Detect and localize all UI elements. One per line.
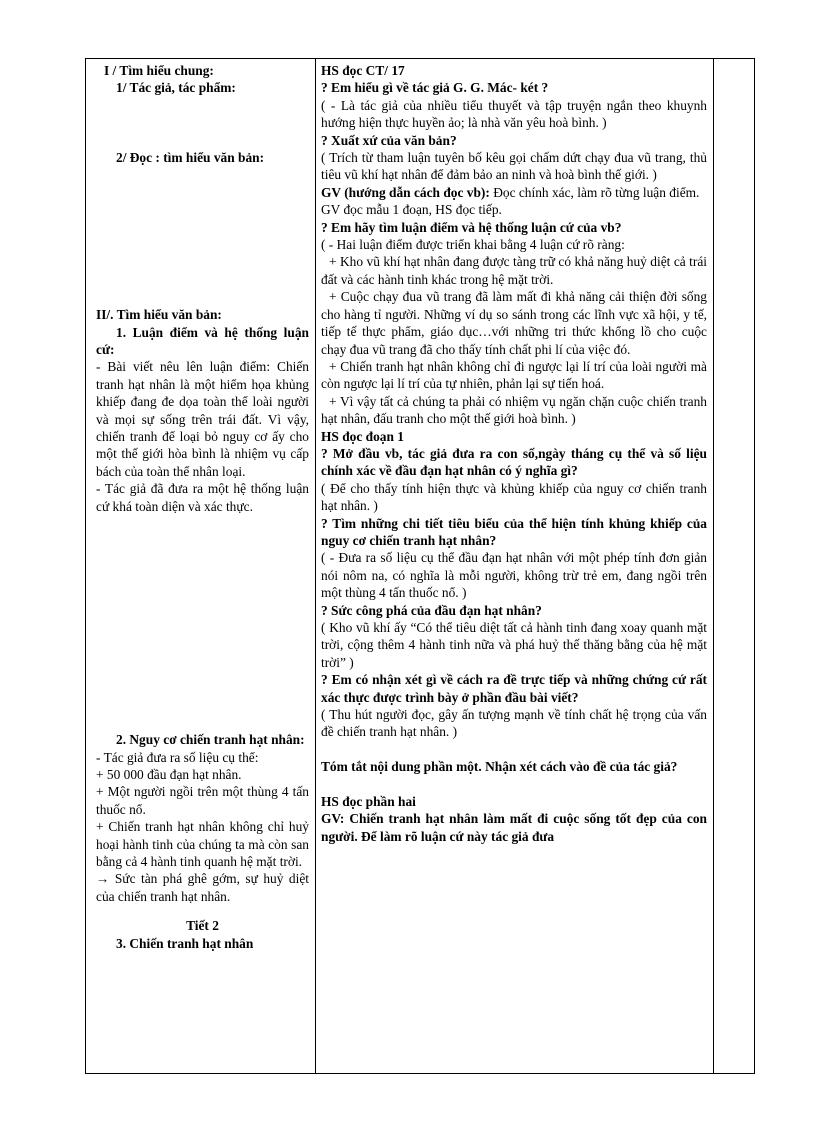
question: ? Sức công phá của đầu đạn hạt nhân? xyxy=(321,602,542,618)
paragraph: - Tác giả đã đưa ra một hệ thống luận cứ khá toàn diện và xác thực. xyxy=(96,481,309,514)
answer: + Cuộc chạy đua vũ trang đã làm mất đi khả năng cải thiện đời sống cho hàng tỉ người. Những ví dụ so sánh trong các lĩnh vực xã hội, y tế, tiếp tế thực phẩm, giáo dục…với những tri thức khổng lồ cho cuộc chạy đua vũ trang đã cho thấy tính chất phi lí của việc đó. xyxy=(321,289,707,357)
question: ? Em hiểu gì về tác giả G. G. Mác- két ? xyxy=(321,80,549,96)
column-divider-1 xyxy=(315,59,316,1073)
lesson-table xyxy=(85,58,755,1074)
subheading: 2/ Đọc : tìm hiểu văn bản: xyxy=(116,149,265,165)
question: ? Em có nhận xét gì về cách ra đề trực tiếp và những chứng cứ rất xác thực được trình bày ở phần đầu bài viết? xyxy=(321,672,707,705)
paragraph: + 50 000 đầu đạn hạt nhân. xyxy=(96,766,242,782)
paragraph: - Tác giả đưa ra số liệu cụ thể: xyxy=(96,749,259,765)
task: Tóm tắt nội dung phần một. Nhận xét cách vào đề của tác giả? xyxy=(321,759,678,775)
answer: + Kho vũ khí hạt nhân đang được tàng trữ có khả năng huỷ diệt cả trái đất và các hành tinh khác trong hệ mặt trời. xyxy=(321,254,707,287)
subheading: 1/ Tác giả, tác phẩm: xyxy=(116,80,236,96)
instruction-text: Đọc chính xác, làm rõ từng luận điểm. xyxy=(489,184,700,200)
instruction: GV đọc mẫu 1 đoạn, HS đọc tiếp. xyxy=(321,202,502,218)
instruction: HS đọc phần hai xyxy=(321,794,416,810)
answer: ( Để cho thấy tính hiện thực và khủng khiếp của nguy cơ chiến tranh hạt nhân. ) xyxy=(321,480,707,514)
question: ? Em hãy tìm luận điểm và hệ thống luận cứ của vb? xyxy=(321,219,622,235)
paragraph: → Sức tàn phá ghê gớm, sự huỷ diệt của chiến tranh hạt nhân. xyxy=(96,871,309,904)
instruction: HS đọc CT/ 17 xyxy=(321,63,405,78)
question: ? Tìm những chi tiết tiêu biểu của thể hiện tính khủng khiếp của nguy cơ chiến tranh hạt nhân? xyxy=(321,515,707,548)
paragraph: + Chiến tranh hạt nhân không chỉ huỷ hoại hành tinh của chúng ta mà còn san bằng cả 4 hành tinh quanh hệ mặt trời. xyxy=(96,819,309,869)
answer: + Vì vậy tất cả chúng ta phải có nhiệm vụ ngăn chặn cuộc chiến tranh hạt nhân, đấu tranh cho một thế giới hoà bình. ) xyxy=(321,393,707,427)
section-heading: II/. Tìm hiểu văn bản: xyxy=(96,307,222,323)
subheading: 2. Nguy cơ chiến tranh hạt nhân: xyxy=(116,732,305,748)
section-heading: I / Tìm hiểu chung: xyxy=(104,63,214,78)
answer: ( Thu hút người đọc, gây ấn tượng mạnh về tính chất hệ trọng của vấn đề chiến tranh hạt nhân. ) xyxy=(321,707,707,740)
column-divider-2 xyxy=(713,59,714,1073)
answer: ( Kho vũ khí ấy “Có thể tiêu diệt tất cả hành tinh đang xoay quanh mặt trời, cộng thêm 4 hành tinh nữa và phá huỷ thế thăng bằng của hệ mặt trời” ) xyxy=(321,620,707,670)
paragraph: + Một người ngồi trên một thùng 4 tấn thuốc nổ. xyxy=(96,784,309,817)
answer: ( - Hai luận điểm được triển khai bằng 4 luận cứ rõ ràng: xyxy=(321,237,625,253)
activity-column xyxy=(317,59,711,845)
subheading: 1. Luận điểm và hệ thống luận cứ: xyxy=(96,324,309,358)
teacher-label: GV (hướng dẫn cách đọc vb): xyxy=(321,184,490,200)
question: ? Xuất xứ của văn bản? xyxy=(321,132,457,148)
answer: ( Trích từ tham luận tuyên bố kêu gọi chấm dứt chạy đua vũ trang, thủ tiêu vũ khí hạt nhân để đảm bảo an ninh và hoà bình thế giới. ) xyxy=(321,150,707,183)
answer: + Chiến tranh hạt nhân không chỉ đi ngược lại lí trí của loài người mà còn ngược lại lí trí của tự nhiên, phản lại sự tiến hoá. xyxy=(321,358,707,392)
answer: ( - Đưa ra số liệu cụ thể đầu đạn hạt nhân với một phép tính đơn giản nói nôm na, có nghĩa là mỗi người, không trừ trẻ em, đang ngồi trên một thùng 4 tấn thuốc nổ. ) xyxy=(321,550,707,601)
subheading: 3. Chiến tranh hạt nhân xyxy=(116,935,254,951)
content-column xyxy=(86,59,315,952)
instruction xyxy=(321,184,707,201)
instruction: HS đọc đoạn 1 xyxy=(321,428,404,444)
lesson-period: Tiết 2 xyxy=(186,918,219,934)
answer: ( - Là tác giả của nhiều tiểu thuyết và tập truyện ngắn theo khuynh hướng hiện thực huyền ảo; là nhà văn yêu hoà bình. ) xyxy=(321,97,707,131)
teacher-note: GV: Chiến tranh hạt nhân làm mất đi cuộc sống tốt đẹp của con người. Để làm rõ luận cứ này tác giả đưa xyxy=(321,811,707,844)
question: ? Mở đầu vb, tác giả đưa ra con số,ngày tháng cụ thể và số liệu chính xác về đầu đạn hạt nhân có ý nghĩa gì? xyxy=(321,445,707,479)
paragraph: - Bài viết nêu lên luận điểm: Chiến tranh hạt nhân là một hiểm họa khủng khiếp đang đe dọa toàn thể loài người và mọi sự sống trên trái đất. Vì vậy, chiến tranh để loại bỏ nguy cơ ấy cho một thế giới hòa bình là nhiệm vụ cấp bách của toàn thể nhân loại. xyxy=(96,359,309,479)
